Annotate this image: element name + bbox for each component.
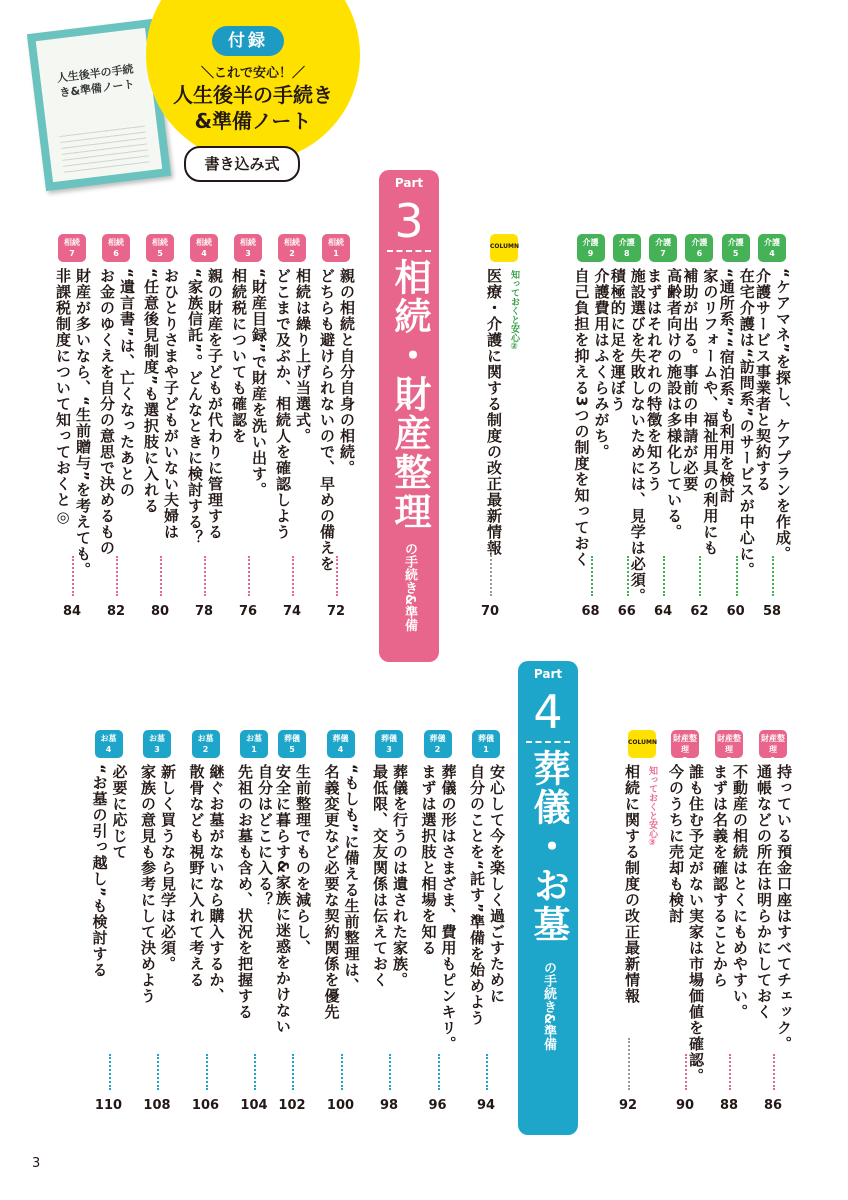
care-tag [758, 234, 786, 262]
tag-label: お墓 2 [197, 734, 214, 754]
grave-leader [254, 1054, 256, 1090]
inherit-page-number: 80 [150, 604, 170, 619]
inherit-entry-text [271, 268, 313, 560]
column1-leader [490, 544, 492, 596]
care-tag [613, 234, 641, 262]
tag-label: 葬儀 4 [332, 734, 349, 754]
inherit-entry-text [139, 268, 181, 560]
care-page-number: 62 [690, 604, 709, 619]
inherit-tag [278, 234, 306, 262]
inherit-page-number: 74 [282, 604, 302, 619]
funeral-page-number: 98 [379, 1098, 399, 1113]
tag-label: 相続 5 [152, 238, 168, 258]
tag-label: 葬儀 2 [429, 734, 446, 754]
entry-line: 名義変更など必要な契約関係を優先 [322, 764, 341, 1020]
entry-line: 必要に応じて [110, 764, 129, 860]
funeral-leader [486, 1054, 488, 1090]
funeral-page-number: 102 [278, 1098, 306, 1113]
part4-subtitle: の手続き&準備 [541, 961, 556, 1051]
badge-title [160, 82, 346, 134]
grave-page-number: 108 [143, 1098, 171, 1113]
inherit-entry-text [227, 268, 269, 560]
grave-page-number: 110 [94, 1098, 123, 1113]
entry-line: “財産目録”で財産を洗い出す。 [250, 268, 268, 498]
property-entry-text [664, 764, 706, 1084]
property-leader [773, 1054, 775, 1090]
property-entry-text [708, 764, 750, 1058]
grave-entry-text [233, 764, 275, 1058]
care-entry-text [751, 268, 793, 560]
entry-line: 誰も住む予定がない実家は市場価値を確認。 [687, 764, 705, 1084]
entry-line: 今のうちに売却も検討 [667, 764, 685, 924]
inherit-page-number: 84 [62, 604, 82, 619]
grave-leader [109, 1054, 111, 1090]
care-entry-text [715, 268, 757, 578]
entry-line: 不動産の相続はとくにもめやすい。 [731, 764, 749, 1020]
funeral-page-number: 96 [428, 1098, 447, 1113]
care-tag [577, 234, 605, 262]
entry-line: 自分のことを“託す”準備を始めよう [468, 764, 486, 1026]
grave-entry-text [185, 764, 227, 1058]
part4-title: 葬儀・お墓 [527, 749, 570, 944]
inherit-leader [248, 556, 250, 596]
entry-line: まずは名義を確認することから [711, 764, 729, 988]
part3-divider [387, 250, 431, 252]
inherit-page-number: 78 [194, 604, 214, 619]
inherit-page-number: 82 [106, 604, 126, 619]
entry-line: 新しく買うなら見学は必須。 [159, 764, 177, 972]
property-leader [729, 1054, 731, 1090]
property-tag [759, 730, 787, 765]
care-leader [591, 556, 593, 596]
care-page-number: 68 [581, 604, 600, 619]
entry-line: 医療・介護に関する制度の改正最新情報 [485, 268, 503, 556]
entry-line: 葬儀を行うのは遺された家族。 [391, 764, 409, 988]
care-leader [663, 556, 665, 596]
part3-banner [379, 170, 439, 662]
inherit-leader [336, 556, 338, 596]
entry-line: 生前整理でものを減らし、 [294, 764, 312, 956]
tag-label: 相続 7 [64, 238, 80, 258]
tag-label: 介護 7 [655, 238, 672, 258]
badge-title-line1: 人生後半の手続き [173, 83, 333, 107]
care-page-number: 66 [617, 604, 636, 619]
inherit-tag [58, 234, 86, 262]
tag-label: 葬儀 3 [381, 734, 397, 754]
tag-label: 財産整理 1 [761, 734, 785, 765]
property-leader [685, 1054, 687, 1090]
tag-label: 財産整理 2 [717, 734, 741, 765]
inherit-tag [102, 234, 130, 262]
tag-label: 葬儀 1 [478, 734, 494, 754]
supplement-tag: 付録 [212, 26, 284, 56]
notebook-title: 人生後半の手続き&準備ノート [56, 62, 136, 101]
inherit-entry-text [95, 268, 137, 560]
tag-label: お墓 4 [100, 734, 117, 754]
entry-line: 継ぐお墓がないなら購入するか、 [207, 764, 226, 1004]
tag-label: 介護 5 [727, 238, 744, 258]
entry-line: “任意後見制度”も選択肢に入れる [142, 268, 160, 514]
tag-label: 葬儀 5 [284, 734, 300, 754]
inherit-entry-text [183, 268, 225, 560]
tag-label: 相続 4 [196, 238, 212, 258]
care-entry-text [642, 268, 684, 560]
entry-line: 積極的に足を運ぼう [608, 268, 627, 412]
entry-line: “通所系”“宿泊系”も利用を検討 [717, 268, 736, 504]
inherit-entry-text [51, 268, 93, 578]
entry-line: “もしも”に備える生前整理は、 [342, 764, 361, 994]
funeral-entry-text [417, 764, 459, 1058]
column2-tag: COLUMN [628, 730, 656, 758]
entry-line: おひとりさまや子どもがいない夫婦は [162, 268, 180, 540]
funeral-entry-text [368, 764, 410, 1058]
care-page-number: 58 [762, 604, 782, 619]
entry-line: まずは選択肢と相場を知る [419, 764, 438, 956]
funeral-entry-text [271, 764, 313, 1058]
page-number: 3 [32, 1156, 41, 1171]
entry-line: 自分はどこに入る？ [256, 764, 274, 908]
inherit-leader [72, 556, 74, 596]
grave-tag [95, 730, 123, 758]
grave-tag [192, 730, 220, 758]
funeral-page-number: 100 [326, 1098, 355, 1113]
entry-line: 安心して今を楽しく過ごすために [488, 764, 506, 1004]
badge-subtitle: ＼これで安心！／ [200, 66, 305, 81]
property-entry-text [752, 764, 794, 1058]
funeral-tag [375, 730, 403, 758]
funeral-leader [438, 1054, 440, 1090]
entry-line: 通帳などの所在は明らかにしておく [755, 764, 773, 1020]
funeral-tag [327, 730, 355, 758]
funeral-tag [424, 730, 452, 758]
entry-line: “ケアマネ”を探し、ケアプランを作成。 [774, 268, 792, 562]
column2-entry-text [614, 764, 642, 1052]
badge-title-line2: &準備ノート [194, 109, 312, 133]
property-tag [715, 730, 743, 765]
inherit-tag [234, 234, 262, 262]
care-leader [736, 556, 738, 596]
care-tag [685, 234, 713, 262]
entry-line: 相続に関する制度の改正最新情報 [623, 764, 641, 1004]
grave-page-number: 104 [240, 1098, 268, 1113]
entry-line: 家のリフォームや、福祉用具の利用にも [701, 268, 720, 556]
tag-label: 相続 6 [108, 238, 124, 258]
care-page-number: 64 [654, 604, 673, 619]
funeral-entry-text [465, 764, 507, 1058]
column1-tag: COLUMN [490, 234, 518, 262]
care-entry-text [678, 268, 720, 560]
entry-line: まずはそれぞれの特徴を知ろう [645, 268, 664, 492]
tag-label: 相続 3 [240, 238, 256, 258]
writable-badge: 書き込み式 [184, 146, 300, 182]
property-page-number: 90 [675, 1098, 695, 1113]
entry-line: “遺言書”は、亡くなったあとの [118, 268, 136, 498]
column2-know-label: 知っておくと安心③ [647, 766, 657, 848]
care-leader [772, 556, 774, 596]
column1-page-number: 70 [480, 604, 500, 619]
inherit-leader [204, 556, 206, 596]
entry-line: お金のゆくえを自分の意思で決めるもの [98, 268, 116, 556]
entry-line: “家族信託”。どんなときに検討する？ [186, 268, 204, 546]
entry-line: 葬儀の形はさまざま、費用もピンキリ。 [439, 764, 458, 1052]
entry-line: 介護サービス事業者と契約する [754, 268, 772, 492]
funeral-tag [472, 730, 500, 758]
care-entry-text [570, 268, 612, 568]
inherit-page-number: 76 [238, 604, 258, 619]
inherit-page-number: 72 [326, 604, 346, 619]
funeral-leader [292, 1054, 294, 1090]
grave-tag [240, 730, 268, 758]
tag-label: お墓 3 [149, 734, 165, 754]
funeral-entry-text [320, 764, 362, 1058]
funeral-tag [278, 730, 306, 758]
care-tag [722, 234, 750, 262]
entry-line: どちらも避けられないので、早めの備えを [318, 268, 336, 572]
care-leader [627, 556, 629, 596]
column2-page-number: 92 [618, 1098, 638, 1113]
grave-entry-text [88, 764, 130, 1058]
entry-line: 相続税についても確認を [230, 268, 248, 444]
entry-line: 親の相続と自分自身の相続。 [338, 268, 356, 476]
entry-line: 持っている預金口座はすべてチェック。 [775, 764, 793, 1052]
entry-line: 介護費用はふくらみがち。 [592, 268, 611, 460]
property-page-number: 88 [719, 1098, 739, 1113]
entry-line: 非課税制度について知っておくと◎ [54, 268, 72, 527]
supplement-badge [146, 0, 360, 162]
entry-line: 自己負担を抑える3つの制度を知っておく [572, 268, 591, 568]
column2-leader [628, 1038, 630, 1090]
tag-label: 相続 1 [328, 238, 344, 258]
column1-entry-text [476, 268, 504, 558]
entry-line: 財産が多いなら、“生前贈与”を考えても。 [74, 268, 92, 578]
grave-tag [143, 730, 171, 758]
tag-label: 介護 9 [582, 238, 599, 258]
entry-line: 相続は繰り上げ当選式。 [294, 268, 312, 444]
tag-label: 介護 8 [618, 238, 635, 258]
inherit-tag [190, 234, 218, 262]
entry-line: 親の財産を子どもが代わりに管理する [206, 268, 224, 540]
tag-label: 相続 2 [284, 238, 300, 258]
part4-label: Part [533, 667, 563, 681]
inherit-entry-text [315, 268, 357, 572]
inherit-leader [292, 556, 294, 596]
care-leader [699, 556, 701, 596]
entry-line: どこまで及ぶか、相続人を確認しよう [274, 268, 292, 540]
inherit-leader [116, 556, 118, 596]
care-entry-text [606, 268, 648, 604]
column1-know-label: 知っておくと安心② [509, 270, 519, 352]
entry-line: 施設選びを失敗しないためには、見学は必須。 [628, 268, 647, 604]
part3-subtitle: の手続き&準備 [402, 542, 417, 632]
entry-line: 散骨なども視野に入れて考える [187, 764, 206, 988]
grave-leader [157, 1054, 159, 1090]
part4-divider [526, 741, 570, 743]
grave-entry-text [136, 764, 178, 1058]
grave-leader [206, 1054, 208, 1090]
entry-line: 最低限、交友関係は伝えておく [371, 764, 389, 988]
entry-line: 高齢者向けの施設は多様化している。 [665, 268, 684, 540]
entry-line: 先祖のお墓も含め、状況を把握する [236, 764, 254, 1020]
inherit-tag [322, 234, 350, 262]
tag-label: 財産整理 3 [673, 734, 697, 765]
tag-label: 介護 4 [764, 238, 780, 258]
entry-line: 安全に暮らす&家族に迷惑をかけない [274, 764, 292, 1035]
part3-title: 相続・財産整理 [388, 258, 431, 531]
property-tag [671, 730, 699, 765]
part3-number: 3 [394, 194, 424, 248]
care-page-number: 60 [726, 604, 745, 619]
tag-label: お墓 1 [246, 734, 262, 754]
care-tag [649, 234, 677, 262]
tag-label: 介護 6 [691, 238, 708, 258]
grave-page-number: 106 [191, 1098, 220, 1113]
entry-line: “お墓の引っ越し”も検討する [90, 764, 109, 978]
part3-label: Part [394, 176, 424, 190]
property-page-number: 86 [763, 1098, 783, 1113]
entry-line: 補助が出る。事前の申請が必要 [681, 268, 700, 492]
entry-line: 家族の意見も参考にして決めよう [139, 764, 157, 1004]
part4-banner [518, 661, 578, 1135]
funeral-leader [341, 1054, 343, 1090]
entry-line: 在宅介護は“訪問系”のサービスが中心に。 [737, 268, 756, 578]
part4-number: 4 [533, 685, 563, 739]
funeral-page-number: 94 [476, 1098, 496, 1113]
inherit-leader [160, 556, 162, 596]
funeral-leader [389, 1054, 391, 1090]
inherit-tag [146, 234, 174, 262]
